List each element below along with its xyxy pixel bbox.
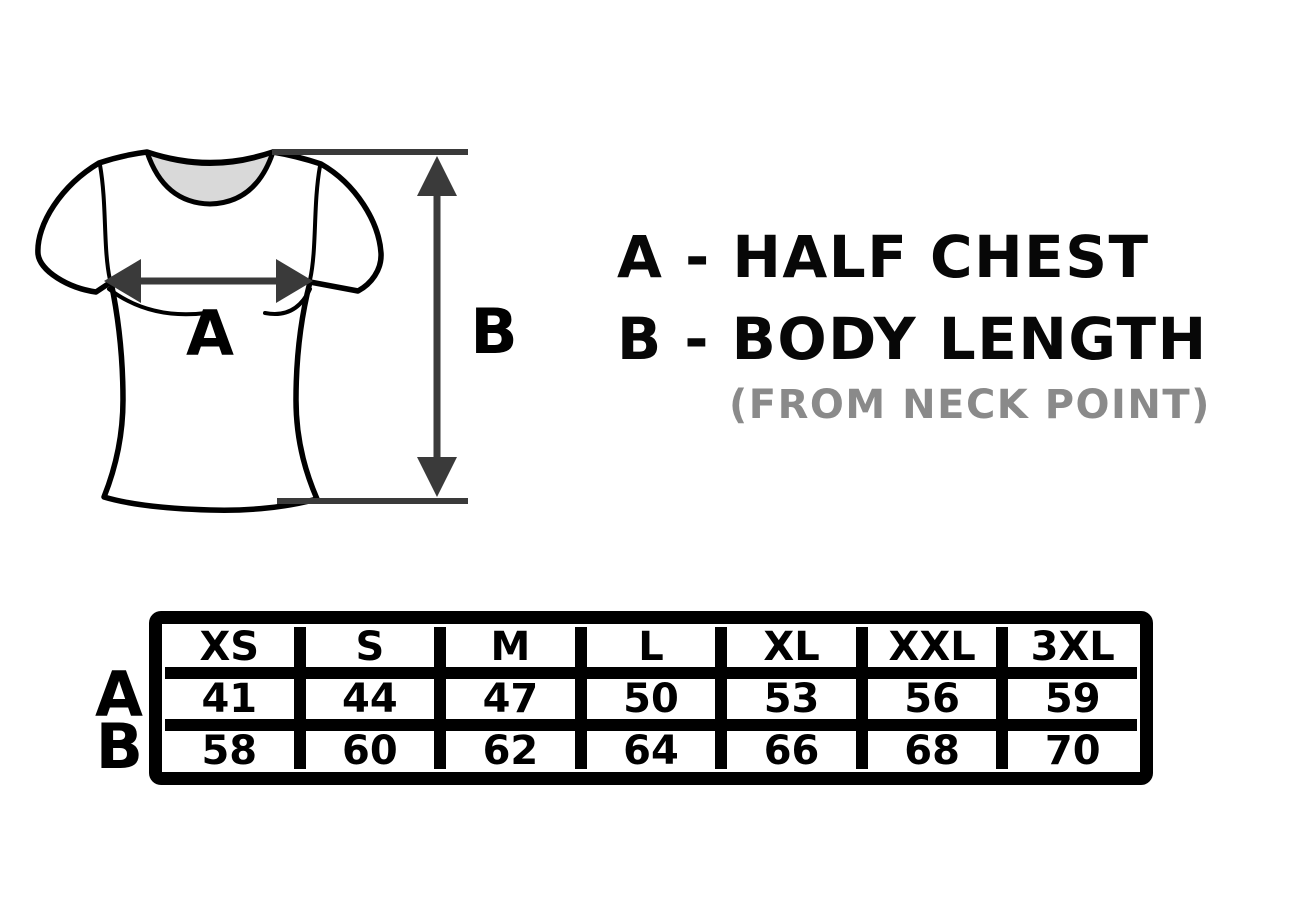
legend-neck-point-note: (FROM NECK POINT): [729, 382, 1211, 428]
table-row-label-a: A: [95, 658, 143, 731]
half-chest-value-cell: 59: [1008, 679, 1137, 719]
table-row-label-b: B: [95, 710, 143, 783]
legend-body-length: B - BODY LENGTH: [617, 305, 1208, 373]
size-header-cell: L: [587, 627, 716, 667]
size-header-cell: XXL: [868, 627, 997, 667]
size-header-cell: M: [446, 627, 575, 667]
size-header-cell: XL: [727, 627, 856, 667]
size-header-cell: XS: [165, 627, 294, 667]
half-chest-value-cell: 53: [727, 679, 856, 719]
half-chest-value-cell: 41: [165, 679, 294, 719]
measurement-legend: [617, 223, 1211, 428]
diagram-label-a: A: [186, 297, 234, 370]
body-length-value-cell: 70: [1008, 731, 1137, 771]
body-length-value-cell: 60: [306, 731, 435, 771]
half-chest-value-cell: 50: [587, 679, 716, 719]
tshirt-measurement-illustration: [0, 0, 560, 560]
body-length-value-cell: 66: [727, 731, 856, 771]
size-header-cell: 3XL: [1008, 627, 1137, 667]
size-table: [149, 611, 1153, 785]
body-length-value-cell: 68: [868, 731, 997, 771]
half-chest-value-cell: 47: [446, 679, 575, 719]
size-table-grid: [165, 624, 1137, 774]
size-header-cell: S: [306, 627, 435, 667]
body-length-value-cell: 58: [165, 731, 294, 771]
body-length-value-cell: 62: [446, 731, 575, 771]
half-chest-value-cell: 56: [868, 679, 997, 719]
half-chest-value-cell: 44: [306, 679, 435, 719]
legend-half-chest: A - HALF CHEST: [617, 223, 1150, 291]
diagram-label-b: B: [470, 295, 518, 368]
body-length-value-cell: 64: [587, 731, 716, 771]
